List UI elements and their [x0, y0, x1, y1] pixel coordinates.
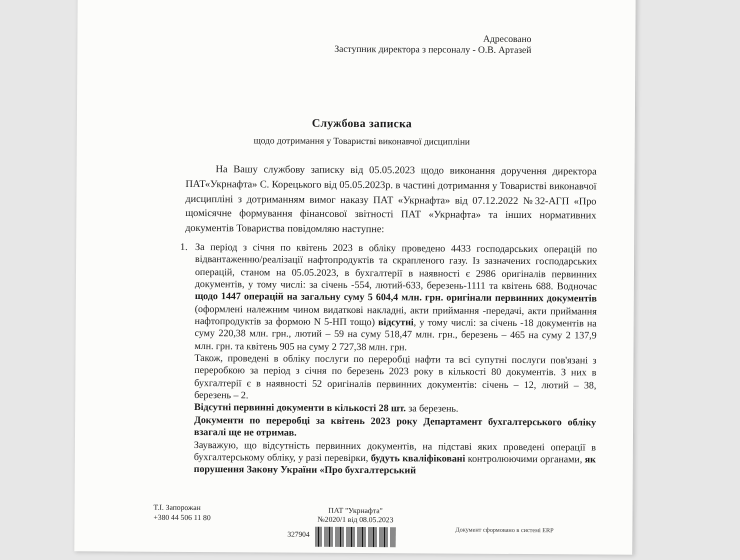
intro-paragraph: На Вашу службову записку від 05.05.2023 щодо виконання доручення директора ПАТ«Укрнафта» С. Корецького від 05.05.2023р. в частині дотримання у Товаристві виконавчої дисципліні з дотриманням вимог наказу ПАТ «Укрнафта» від 07.12.2022 №32-АГП «Про щомісячне формування фінансової звітності ПАТ «Укрнафта» та інших нормативних документів Товариства повідомляю наступне:	[185, 164, 597, 236]
erp-system-note: Документ сформовано в системі ERP	[455, 526, 554, 535]
paragraph-warning: Зауважую, що відсутність первинних документів, на підставі яких проведені операції в бухгалтерському обліку, у разі перевірки, будуть кваліфіковані контролюючими органами, як порушення Закону України «Про бухгалтерський	[193, 439, 596, 477]
contact-phone: +380 44 506 11 80	[153, 512, 211, 522]
scanned-document-page	[74, 0, 636, 555]
paragraph-missing-docs-march: Відсутні первинні документи в кількості 28 шт. за березень.	[194, 402, 459, 416]
addressee-name: Заступник директора з персоналу - О.В. Артазей	[334, 44, 532, 57]
footer-center-block	[299, 506, 411, 547]
addressee-label: Адресовано	[483, 34, 532, 46]
paragraph-operations: За період з січня по квітень 2023 в обліку проведено 4433 господарських операцій по відвантаженню/реалізації нафтопродуктів та скрапленого газу. Із зазначених господарських операцій, станом на 05.05.2023, в бухгалтерії в наявності є 2986 оригіналів первинних документів, у тому числі: за січень -554, лютий-633, березень-1111 та квітень 688. Водночас щодо 1447 операцій на загальну суму 5 604,4 млн. грн. оригінали первинних документів (оформлені належним чином видаткові накладні, акти приймання -передачі, акти приймання нафтопродуктів за формою N 5-НП тощо) відсутні, у тому числі: за січень -18 документів на суму 220,38 млн. грн., лютий – 59 на суму 518,47 млн. грн., березень – 465 на суму 2 137,9 млн. грн. та квітень 905 на суму 2 727,38 млн. грн.	[194, 242, 598, 354]
list-item-body	[194, 242, 597, 479]
document-title: Службова записка	[311, 117, 412, 131]
list-item-1	[179, 242, 597, 479]
footer-company: ПАТ "Укрнафта"	[328, 505, 383, 516]
barcode-number: 327904	[287, 529, 310, 539]
barcode	[315, 527, 395, 547]
paragraph-refining-services: Також, проведені в обліку послуги по переробці нафти та всі супутні послуги пов'язані з переробкою за період з січня по березень 2023 року в кількості 80 документів. З них в бухгалтерії є в наявності 52 оригіналів первинних документів: січень – 12, лютий – 38, березень – 2.	[194, 353, 597, 402]
title-block	[182, 117, 542, 148]
paragraph-missing-docs-april: Документи по переробці за квітень 2023 року Департамент бухгалтерського обліку взагалі ще не отримав.	[193, 414, 597, 439]
footer-contact-block	[153, 503, 210, 523]
addressee-block	[334, 34, 531, 57]
document-subtitle: щодо дотримання у Товаристві виконавчої дисципліни	[253, 136, 470, 148]
footer-doc-number: №2020/1 від 08.05.2023	[317, 515, 394, 525]
list-item-number: 1.	[180, 241, 188, 253]
contact-name: Т.І. Запорожан	[153, 502, 201, 513]
